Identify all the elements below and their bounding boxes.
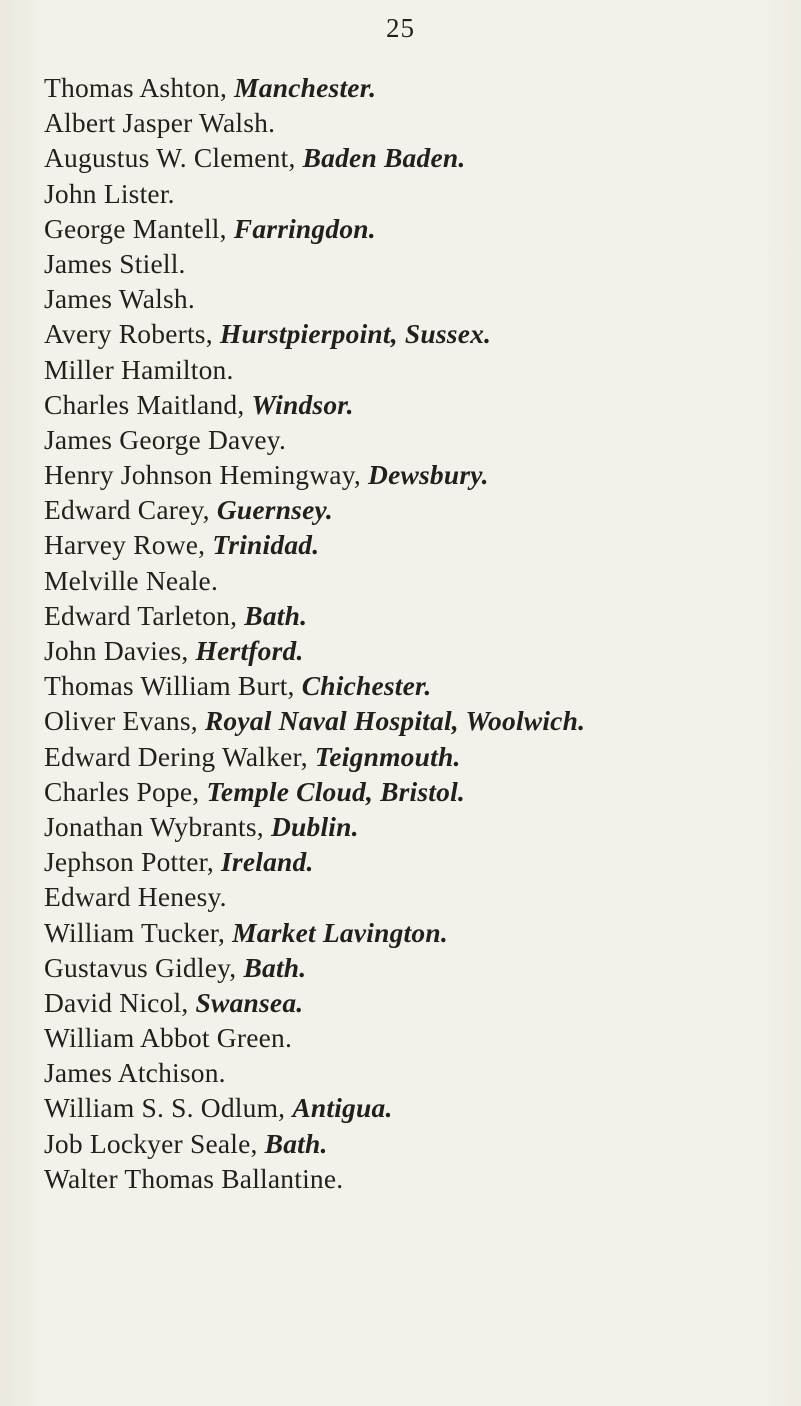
list-item: [44, 387, 585, 422]
person-name: Charles Pope,: [44, 775, 207, 807]
person-name: Edward Dering Walker,: [44, 740, 315, 772]
list-item: [44, 316, 585, 351]
person-name: John Davies,: [44, 635, 196, 666]
person-name: Jonathan Wybrants,: [44, 810, 271, 842]
list-item: [44, 105, 585, 140]
person-name: Augustus W. Clement,: [44, 142, 303, 174]
list-item: [44, 950, 585, 985]
list-item: [44, 879, 585, 914]
person-name: Walter Thomas Ballantine.: [44, 1162, 344, 1194]
person-name: Edward Henesy.: [44, 881, 227, 913]
person-name: William Abbot Green.: [44, 1022, 293, 1054]
list-item: [44, 844, 585, 879]
place-name: Bath.: [264, 1127, 328, 1159]
list-item: [44, 563, 585, 598]
list-item: [44, 492, 585, 527]
person-name: John Lister.: [44, 177, 175, 209]
person-name: Harvey Rowe,: [44, 529, 213, 561]
person-name: Avery Roberts,: [44, 318, 220, 350]
person-name: Henry Johnson Hemingway,: [44, 459, 369, 491]
person-name: Thomas William Burt,: [44, 670, 302, 702]
page-number: 25: [386, 13, 415, 43]
place-name: Chichester.: [301, 670, 432, 702]
place-name: Ireland.: [221, 846, 314, 878]
person-name: James Atchison.: [44, 1057, 226, 1089]
place-name: Hertford.: [195, 635, 304, 666]
list-item: [44, 598, 585, 633]
place-name: Manchester.: [234, 72, 377, 103]
person-name: William Tucker,: [44, 916, 233, 948]
person-name: Thomas Ashton,: [44, 72, 235, 103]
place-name: Farringdon.: [233, 212, 376, 244]
person-name: Job Lockyer Seale,: [44, 1127, 265, 1159]
person-name: Edward Tarleton,: [44, 599, 245, 631]
list-item: [44, 246, 585, 281]
person-name: Edward Carey,: [44, 494, 217, 526]
place-name: Royal Naval Hospital, Woolwich.: [204, 705, 586, 737]
place-name: Antigua.: [292, 1092, 393, 1124]
place-name: Trinidad.: [212, 529, 320, 561]
person-name: Gustavus Gidley,: [44, 951, 244, 983]
person-name: Oliver Evans,: [44, 705, 205, 737]
person-name: Jephson Potter,: [44, 846, 222, 878]
list-item: [44, 774, 585, 809]
person-name: Melville Neale.: [44, 564, 219, 596]
place-name: Guernsey.: [216, 494, 333, 526]
place-name: Windsor.: [251, 388, 354, 420]
name-list: [44, 70, 585, 1196]
place-name: Teignmouth.: [314, 740, 461, 772]
place-name: Dewsbury.: [368, 459, 489, 491]
list-item: [44, 70, 585, 105]
place-name: Temple Cloud, Bristol.: [206, 775, 465, 807]
list-item: [44, 352, 585, 387]
person-name: Miller Hamilton.: [44, 353, 234, 385]
person-name: William S. S. Odlum,: [44, 1092, 293, 1124]
list-item: [44, 703, 585, 738]
place-name: Baden Baden.: [302, 142, 466, 174]
place-name: Market Lavington.: [232, 916, 448, 948]
list-item: [44, 281, 585, 316]
list-item: [44, 211, 585, 246]
place-name: Bath.: [244, 599, 308, 631]
list-item: [44, 1126, 585, 1161]
list-item: [44, 457, 585, 492]
list-item: [44, 1161, 585, 1196]
list-item: [44, 915, 585, 950]
list-item: [44, 633, 585, 668]
list-item: [44, 176, 585, 211]
place-name: Swansea.: [195, 986, 304, 1018]
list-item: [44, 985, 585, 1020]
list-item: [44, 527, 585, 562]
person-name: Charles Maitland,: [44, 388, 252, 420]
list-item: [44, 739, 585, 774]
person-name: James Stiell.: [44, 247, 186, 279]
list-item: [44, 140, 585, 175]
person-name: David Nicol,: [44, 986, 196, 1018]
list-item: [44, 1055, 585, 1090]
list-item: [44, 1020, 585, 1055]
list-item: [44, 668, 585, 703]
list-item: [44, 422, 585, 457]
place-name: Dublin.: [270, 810, 359, 842]
person-name: George Mantell,: [44, 212, 234, 244]
place-name: Bath.: [243, 951, 307, 983]
person-name: James George Davey.: [44, 423, 287, 455]
person-name: James Walsh.: [44, 283, 195, 315]
place-name: Hurstpierpoint, Sussex.: [219, 318, 492, 350]
person-name: Albert Jasper Walsh.: [44, 107, 276, 139]
list-item: [44, 1090, 585, 1125]
list-item: [44, 809, 585, 844]
